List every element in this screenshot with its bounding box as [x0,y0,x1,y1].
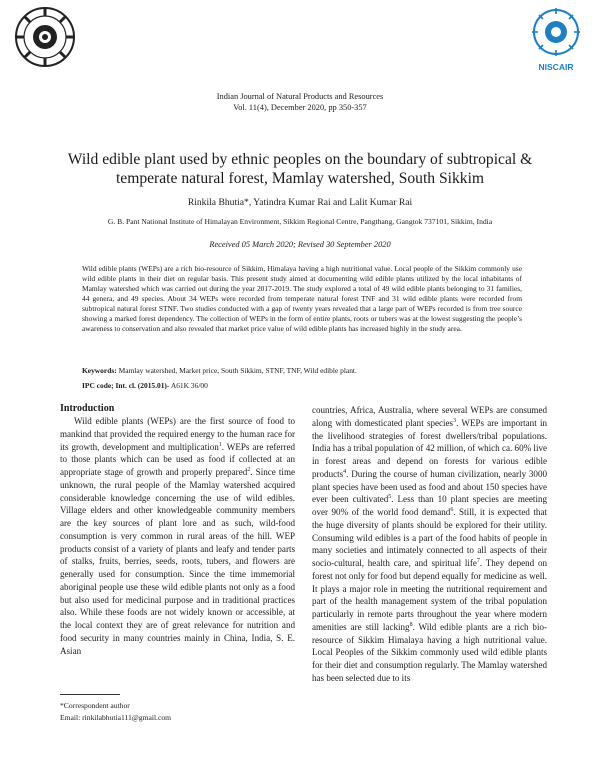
body-text-run: . They depend on forest not only for food but depend equally for medicine as well. It plays a major role in meeting the nutritional requirement and part of the health management system of the tribal population particularly in remote parts throughout the year where modern amenities are still lacking [312,558,547,632]
keywords-label: Keywords: [82,366,117,375]
body-text-run: . Since time unknown, the rural people of the Mamlay watershed acquired considerable knowledge concerning the use of wild edibles. Village elders and other knowledgeable community members are the key sources of plant lore and as such, wild-food consumption is very common in rural areas of the hill. WEP products consist of a variety of plants and leafy and tender parts of stalks, fruits, berries, seeds, roots, tubers, and flowers are generally used for consumption. Since the time immemorial aboriginal people use these wild edible plants not only as a food but also used for medicinal purpose and in traditional practices also. While these foods are not widely known or accessible, at the local context they are of great relevance for nutrition and food security in many countries mainly in China, India, S. E. Asian [60,467,295,656]
footnote [60,700,300,724]
journal-citation: Vol. 11(4), December 2020, pp 350-357 [233,102,367,112]
ipc-label: IPC code; Int. cl. (2015.01)- [82,381,170,390]
body-text-run: . Still, it is expected that the huge diversity of plants should be explored for their utility. Consuming wild edibles is a part of the food habits of people in many societies and intimately connected to all aspects of their socio-cultural, health care, and spiritual life [312,507,547,568]
authors: Rinkila Bhutia*, Yatindra Kumar Rai and Lalit Kumar Rai [187,197,413,208]
title-line-1: Wild edible plant used by ethnic peoples on the boundary of subtropical & [67,151,533,168]
abstract: Wild edible plants (WEPs) are a rich bio-resource of Sikkim, Himalaya having a high nutritional value. Local people of the Sikkim commonly use wild edible plants in their diet on regular basis. This present study aimed at documenting wild edible plants utilized by the local inhabitants of Mamlay watershed which was carried out during the year 2017-2019. The study explored a total of 49 wild edible plants belonging to 31 families, 44 genera, and 49 species. About 34 WEPs were recorded from temperate natural forest TNF and 31 wild edible plants were recorded from subtropical natural forest STNF. Two studies conducted with a gap of twenty years revealed that a large part of WEPs recorded is from tree source showing a marked forest dependency. The collection of WEPs in the form of entire plants, roots or tubers was at the lowest suggesting the people’s awareness to conservation and also revealed that market price value of wild edible plants has increased highly in the study area. [82,264,522,334]
journal-name: Indian Journal of Natural Products and Resources [216,92,384,101]
body-text-run: . WEPs are referred to those plants which can be used as food if collected at an appropriate stage of growth and properly prepared [60,441,295,477]
journal-header [150,92,450,113]
citation-superscript: 5 [388,494,392,501]
body-column-right [312,404,547,776]
introduction-paragraph-left [60,415,295,657]
citation-superscript: 1 [218,441,222,448]
niscair-label: NISCAIR [538,62,574,72]
citation-superscript: 7 [476,557,480,564]
affiliation: G. B. Pant National Institute of Himalayan Environment, Sikkim Regional Centre, Pangthang, Gangtok 737101, Sikkim, India [107,217,493,226]
keywords-list: Mamlay watershed, Market price, South Sikkim, STNF, TNF, Wild edible plant. [118,366,357,375]
csir-emblem-icon [14,6,76,68]
niscair-logo-icon [526,6,586,74]
keywords [82,366,522,376]
citation-superscript: 6 [450,506,454,513]
citation-superscript: 8 [409,621,413,628]
body-text-run: Wild edible plants (WEPs) are the first source of food to mankind that provided the required energy to the human race for its growth, development and multiplication [60,416,295,452]
correspondent-note: *Correspondent author [60,701,130,710]
body-text-run: . During the course of human civilization, nearly 3000 plant species have been used as food and about 150 species have ever been cultivated [312,468,547,505]
body-text-run: . Less than 10 plant species are meeting over 90% of the world food demand [312,494,547,517]
received-dates: Received 05 March 2020; Revised 30 September 2020 [209,240,391,249]
citation-superscript: 4 [343,468,347,475]
article-title [40,150,560,188]
ipc-code [82,381,522,391]
body-text-run: countries, Africa, Australia, where several WEPs are consumed along with domesticated plant species [312,405,547,428]
introduction-paragraph-right [312,404,547,685]
citation-superscript: 2 [247,466,251,473]
body-text-run: . Wild edible plants are a rich bio-resource of Sikkim Himalaya having a high nutritional value. Local Peoples of the Sikkim commonly used wild edible plants for their diet and consumption regularly. The Mamlay watershed has been selected due to its [312,621,547,683]
footnote-divider [60,694,120,695]
body-column-left [60,402,295,680]
ipc-value: A61K 36/00 [170,381,208,390]
correspondent-email: Email: rinkilabhutia111@gmail.com [60,713,172,722]
title-line-2: temperate natural forest, Mamlay watershed, South Sikkim [115,170,485,187]
body-text-run: . WEPs are important in the livelihood strategies of forest dwellers/tribal populations. India has a tribal population of 42 million, of which ca. 60% live in forest areas and depend on forests for various edible products [312,417,547,479]
citation-superscript: 3 [453,417,457,424]
section-heading-introduction: Introduction [60,403,115,414]
